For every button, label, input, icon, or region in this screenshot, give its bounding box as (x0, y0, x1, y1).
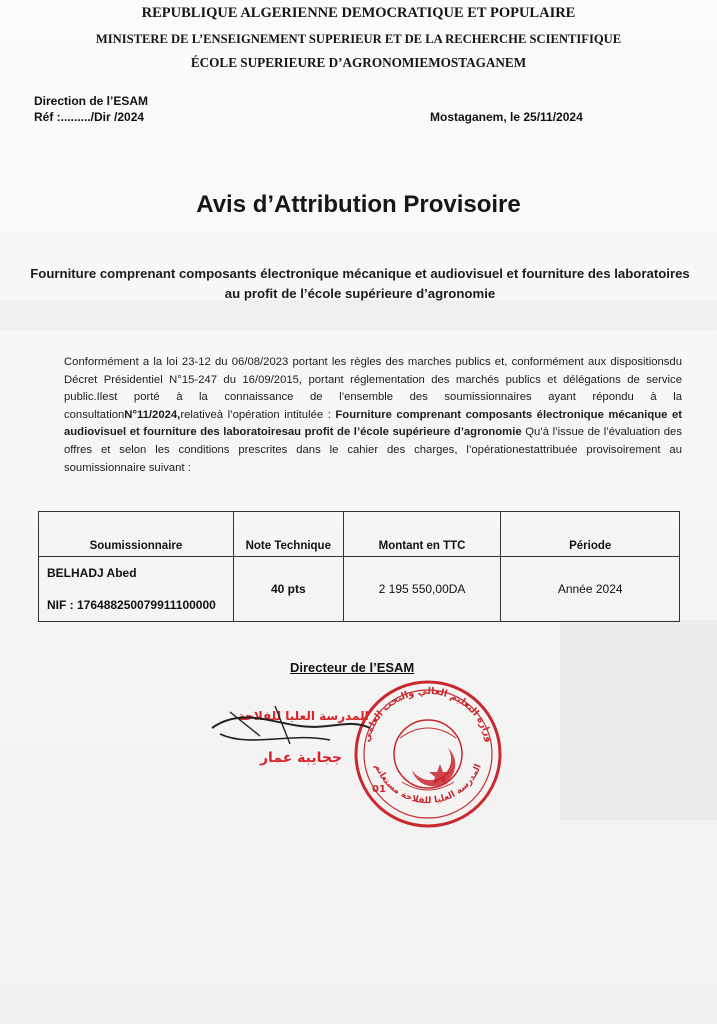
scan-shadow (560, 620, 717, 820)
operation-title: Fourniture comprenant composants électronique mécanique et audiovisuel et fourniture des laboratoiresau profit de l’école supérieure d’agronomie (64, 408, 682, 439)
body-text: relativeà l’opération intitulée : (180, 408, 336, 421)
body-text: Conformément a la loi 23-12 du 06/08/2023 portant les règles des marches publics et, conformément aux dispositionsdu Décret Présidentiel N°15-247 du 16/09/2015, portant réglementation des marchés publics et délégations de service public.Ilest porté à la connaissance de l’ensemble des soumissionnaires ayant répondu à la consultation (64, 356, 682, 421)
stamp-number: 01 (372, 784, 386, 795)
amount-value: 2 195 550,00DA (343, 557, 501, 622)
director-signature (200, 688, 380, 778)
scan-shadow (0, 300, 717, 330)
stamp-text-bottom: المدرسة العليا للفلاحة مستغانم (372, 762, 484, 807)
page-title: Avis d’Attribution Provisoire (196, 191, 521, 218)
header-republic: REPUBLIQUE ALGERIENNE DEMOCRATIQUE ET POPULAIRE (141, 5, 576, 21)
technical-score: 40 pts (233, 557, 343, 622)
header-ministry: MINISTERE DE L’ENSEIGNEMENT SUPERIEUR ET DE LA RECHERCHE SCIENTIFIQUE (95, 32, 622, 46)
header-bidder: Soumissionnaire (39, 512, 234, 557)
header-technical-score: Note Technique (233, 512, 343, 557)
svg-text:وزارة التعليم العالي والبحث ال (361, 686, 495, 744)
bidder-nif: NIF : 176488250079911100000 (47, 598, 216, 612)
bidder-cell (39, 557, 234, 622)
table-header-row (39, 512, 680, 557)
bidder-name: BELHADJ Abed (47, 566, 137, 580)
table-row (39, 557, 680, 622)
subject-heading: Fourniture comprenant composants électronique mécanique et audiovisuel et fourniture des laboratoires au profit de l’école supérieure d’agronomie (30, 266, 690, 301)
period-value: Année 2024 (501, 557, 680, 622)
direction-label: Direction de l’ESAM (34, 94, 149, 108)
header-school: ÉCOLE SUPERIEURE D’AGRONOMIEMOSTAGANEM (190, 55, 527, 70)
reference-label: Réf :........./Dir /2024 (34, 110, 145, 124)
signature-name: ججايبة عمار (260, 750, 343, 766)
body-text: Qu’à l’issue de l’évaluation des offres et selon les conditions prescrites dans le cahier des charges, l’opérationestattribuée provisoirement au soumissionnaire suivant : (64, 426, 682, 474)
body-paragraph (64, 354, 682, 477)
award-table (38, 511, 680, 622)
place-date: Mostaganem, le 25/11/2024 (430, 110, 583, 124)
header-amount: Montant en TTC (343, 512, 501, 557)
consultation-number: N°11/2024, (124, 408, 181, 421)
header-period: Période (501, 512, 680, 557)
stamp-text-top: وزارة التعليم العالي والبحث العلمي (361, 685, 495, 744)
signatory-title: Directeur de l’ESAM (290, 660, 415, 675)
signature-school-line: المدرسة العليا للفلاحة (238, 709, 369, 723)
